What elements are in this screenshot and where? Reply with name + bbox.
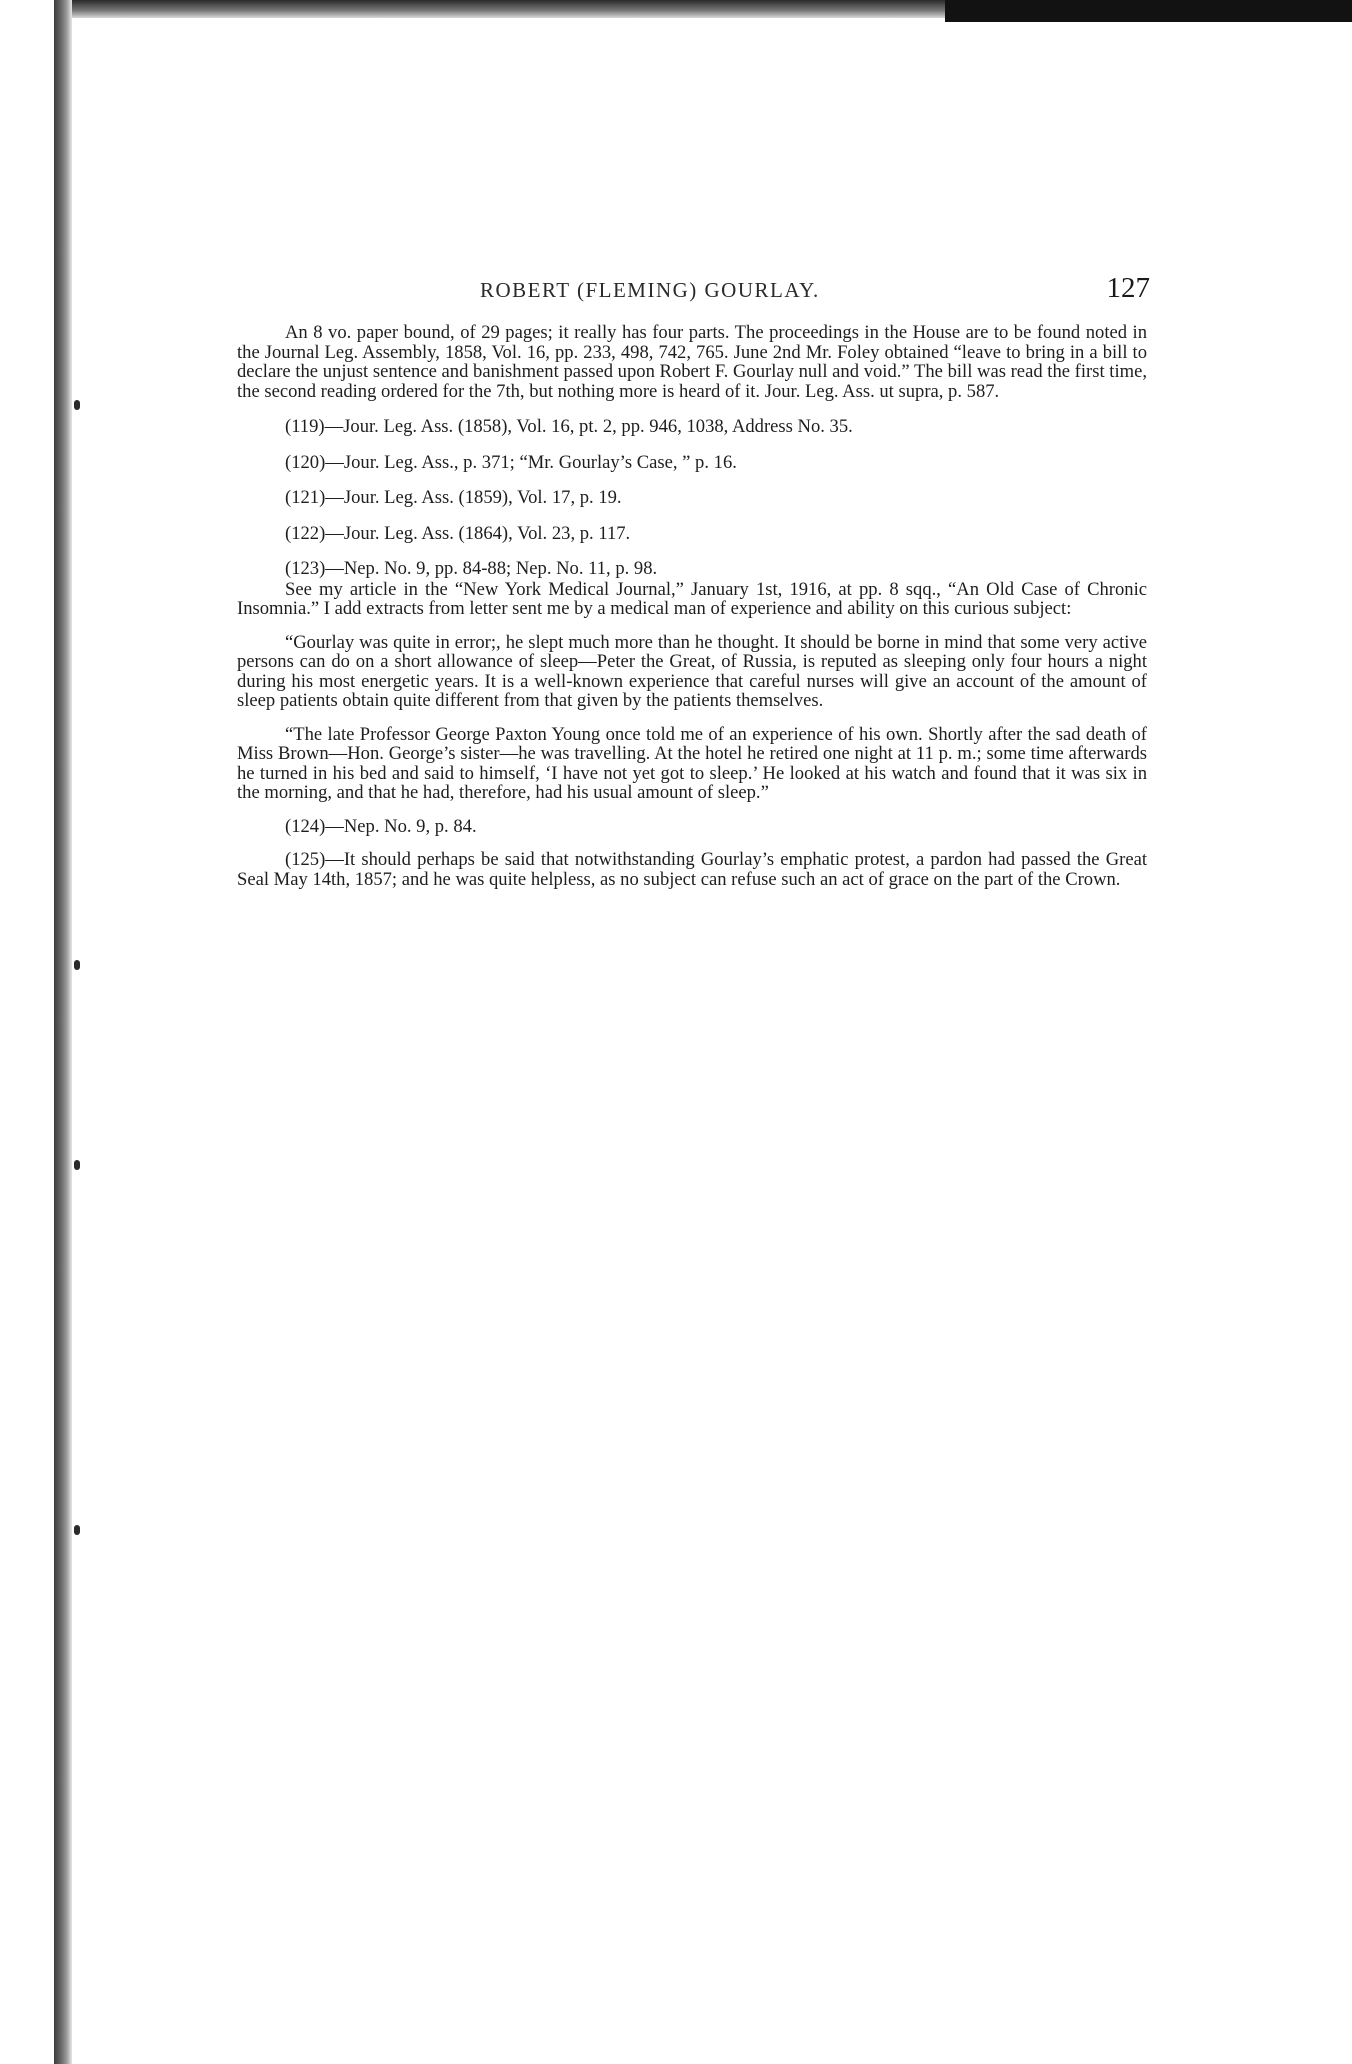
note-120: (120)—Jour. Leg. Ass., p. 371; “Mr. Gourlay’s Case, ” p. 16. — [285, 451, 737, 473]
page-number: 127 — [1106, 272, 1150, 304]
scan-corner-shadow — [945, 0, 1352, 22]
page-header — [240, 272, 1150, 312]
note-121: (121)—Jour. Leg. Ass. (1859), Vol. 17, p. 19. — [285, 487, 622, 508]
quote-paragraph-1: “Gourlay was quite in error;, he slept much more than he thought. It should be borne in mind that some very active persons can do on a short allowance of sleep—Peter the Great, of Russia, is reputed as sleeping only four hours a night during his most energetic years. It is a well-known experience that careful nurses will give an account of the amount of sleep patients obtain quite different from that given by the patients themselves. — [237, 631, 1147, 711]
note-124: (124)—Nep. No. 9, p. 84. — [285, 815, 477, 837]
book-spine-edge — [54, 0, 72, 2064]
quote-paragraph-2: “The late Professor George Paxton Young once told me of an experience of his own. Shortly after the sad death of Miss Brown—Hon. George’s sister—he was travelling. At the hotel he retired one night at 11 p. m.; some time afterwards he turned in his bed and said to himself, ‘I have not yet got to sleep.’ He looked at his watch and found that it was six in the morning, and that he had, therefore, had his usual amount of sleep.” — [237, 723, 1147, 803]
spine-mark — [74, 400, 80, 410]
note-122: (122)—Jour. Leg. Ass. (1864), Vol. 23, p. 117. — [285, 522, 631, 544]
spine-mark — [74, 1525, 80, 1535]
note-123: (123)—Nep. No. 9, pp. 84-88; Nep. No. 11, p. 98. — [285, 558, 658, 579]
paragraph-pamphlet: An 8 vo. paper bound, of 29 pages; it really has four parts. The proceedings in the House are to be found noted in the Journal Leg. Assembly, 1858, Vol. 16, pp. 233, 498, 742, 765. June 2nd Mr. Foley obtained “leave to bring in a bill to declare the unjust sentence and banishment passed upon Robert F. Gourlay null and void.” The bill was read the first time, the second reading ordered for the 7th, but nothing more is heard of it. Jour. Leg. Ass. ut supra, p. 587. — [237, 322, 1147, 402]
spine-mark — [74, 960, 80, 970]
page-body — [237, 323, 1147, 889]
spine-mark — [74, 1160, 80, 1170]
note-119: (119)—Jour. Leg. Ass. (1858), Vol. 16, pt. 2, pp. 946, 1038, Address No. 35. — [285, 416, 853, 437]
running-title: ROBERT (FLEMING) GOURLAY. — [480, 278, 820, 302]
note-125: (125)—It should perhaps be said that notwithstanding Gourlay’s emphatic protest, a pardon had passed the Great Seal May 14th, 1857; and he was quite helpless, as no subject can refuse such an act of grace on the part of the Crown. — [237, 849, 1147, 890]
paragraph-article: See my article in the “New York Medical Journal,” January 1st, 1916, at pp. 8 sqq., “An Old Case of Chronic Insomnia.” I add extracts from letter sent me by a medical man of experience and ability on this curious subject: — [237, 578, 1147, 619]
scan-top-edge — [55, 0, 945, 18]
